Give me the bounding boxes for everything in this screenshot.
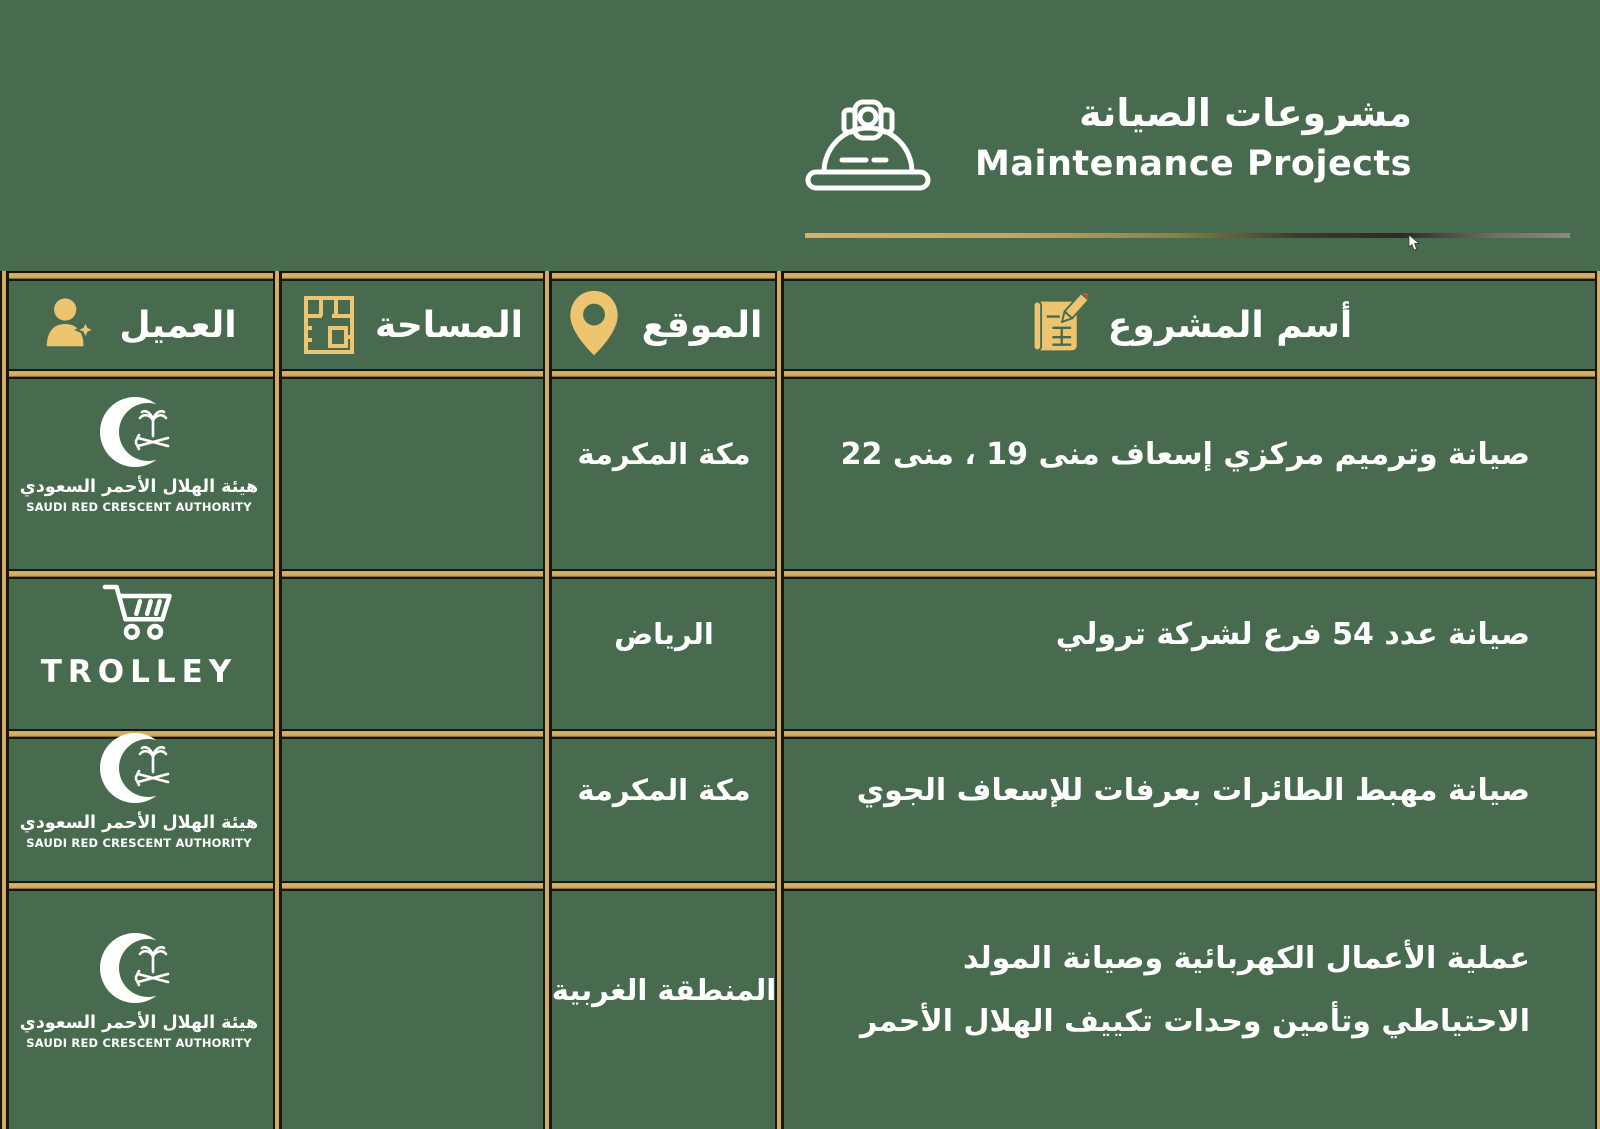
column-header-label: الموقع: [641, 304, 763, 346]
red-crescent-palm-swords-icon: [100, 731, 178, 805]
project-name: صيانة وترميم مركزي إسعاف منى 19 ، منى 22: [840, 436, 1530, 472]
srca-name-english: SAUDI RED CRESCENT AUTHORITY: [26, 499, 252, 514]
blueprint-pencil-icon: [1028, 293, 1088, 357]
cell-location-row2: [548, 579, 780, 729]
map-pin-icon: [566, 289, 622, 361]
cell-location-row3: [548, 739, 780, 881]
column-header-location: [548, 281, 780, 369]
cell-area-row4: [278, 891, 548, 1129]
title-underline: [805, 233, 1570, 238]
trolley-name: TROLLEY: [40, 654, 238, 690]
cell-project-row4: [780, 891, 1600, 1129]
srca-logo: [20, 395, 258, 514]
cell-client-row1: [0, 379, 278, 569]
title-block: [975, 88, 1412, 184]
cell-client-row4: [0, 891, 278, 1129]
hard-hat-icon: [802, 96, 934, 196]
srca-name-arabic: هيئة الهلال الأحمر السعودي: [19, 1012, 259, 1033]
column-header-label: أسم المشروع: [1107, 304, 1353, 346]
srca-name-english: SAUDI RED CRESCENT AUTHORITY: [26, 835, 252, 850]
cell-location-row4: [548, 891, 780, 1129]
cell-project-row3: [780, 739, 1600, 881]
location-value: مكة المكرمة: [577, 437, 751, 471]
cell-location-row1: [548, 379, 780, 569]
srca-name-arabic: هيئة الهلال الأحمر السعودي: [19, 476, 259, 497]
table-border-row2: [0, 569, 1600, 579]
table-border-row1: [0, 369, 1600, 379]
srca-logo: [20, 731, 258, 850]
person-star-icon: [41, 296, 99, 354]
srca-name-english: SAUDI RED CRESCENT AUTHORITY: [26, 1035, 252, 1050]
column-header-label: المساحة: [375, 304, 523, 346]
page-title-english: Maintenance Projects: [975, 144, 1412, 184]
floor-plan-icon: [303, 295, 355, 355]
cell-project-row1: [780, 379, 1600, 569]
srca-logo: [20, 931, 258, 1050]
cell-project-row2: [780, 579, 1600, 729]
column-header-label: العميل: [119, 304, 237, 346]
cell-client-row2: [0, 579, 278, 729]
column-header-area: [278, 281, 548, 369]
project-name: صيانة مهبط الطائرات بعرفات للإسعاف الجوي: [856, 772, 1530, 808]
column-header-project: [780, 281, 1600, 369]
project-name: صيانة عدد 54 فرع لشركة ترولي: [1055, 616, 1530, 652]
cell-client-row3: [0, 739, 278, 881]
project-name: عملية الأعمال الكهربائية وصيانة المولد الاحتياطي وتأمين وحدات تكييف الهلال الأحمر: [860, 941, 1530, 1039]
page-title-arabic: مشروعات الصيانة: [1079, 91, 1412, 135]
trolley-logo: [41, 578, 238, 690]
cell-area-row1: [278, 379, 548, 569]
table-border-top: [0, 271, 1600, 281]
red-crescent-palm-swords-icon: [100, 931, 178, 1005]
column-header-client: [0, 281, 278, 369]
cell-area-row2: [278, 579, 548, 729]
location-value: مكة المكرمة: [577, 773, 751, 807]
cell-area-row3: [278, 739, 548, 881]
mouse-cursor-icon: [1408, 235, 1421, 251]
srca-name-arabic: هيئة الهلال الأحمر السعودي: [19, 812, 259, 833]
red-crescent-palm-swords-icon: [100, 395, 178, 469]
location-value: الرياض: [614, 617, 714, 651]
shopping-cart-icon: [97, 578, 181, 648]
location-value: المنطقة الغربية: [551, 973, 777, 1007]
table-border-row4: [0, 881, 1600, 891]
